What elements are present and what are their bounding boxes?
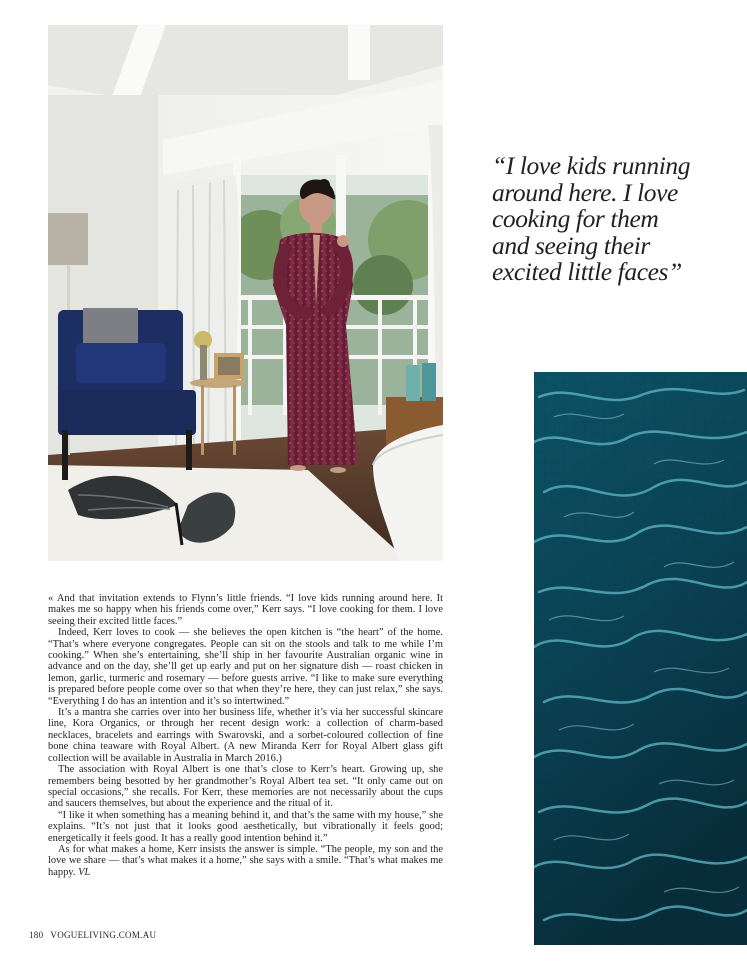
- footer-site: VOGUELIVING.COM.AU: [50, 930, 157, 940]
- article-paragraph: “I like it when something has a meaning behind it, and that’s the same with my house,” she explains. “It’s not just that it looks good aesthetically, but vibrationally it feels good; energetically it feels good. It has a really good intention behind it.”: [48, 809, 443, 844]
- interior-photo: [48, 25, 443, 561]
- article-paragraph: « And that invitation extends to Flynn’s little friends. “I love kids running around here. It makes me so happy when his friends come over,” Kerr says. “I love cooking for them. I love seeing their excited little faces.”: [48, 593, 443, 627]
- page-footer: [29, 930, 163, 940]
- pull-quote: “I love kids running around here. I love cooking for them and seeing their excited little faces”: [492, 151, 691, 286]
- article-paragraph: Indeed, Kerr loves to cook — she believes the open kitchen is “the heart” of the home. “That’s where everyone congregates. People can sit on the stools and talk to me while I’m cooking.” When she’s entertaining, she’ll ship in her favourite Australian organic wine in advance and on the day, she’ll get up early and put on her signature dish — roast chicken in lemon, garlic, turmeric and rosemary — before guests arrive. “I like to make sure everything is prepared before people come over so that when they’re here, they can just relax,” she says. “Everything I do has an intention and it’s so intertwined.”: [48, 627, 443, 707]
- page-number: 180: [29, 930, 44, 940]
- article-paragraph-last: [48, 844, 443, 878]
- article-paragraph: It’s a mantra she carries over into her business life, whether it’s via her successful skincare line, Kora Organics, or through her recent design work: a collection of charm-based necklaces, bracelets and earrings with Swarovski, and a sorbet-coloured collection of fine bone china teaware with Royal Albert. (A new Miranda Kerr for Royal Albert glass gift collection will be available in Australia in March 2016.): [48, 707, 443, 764]
- signature: VL: [78, 866, 91, 878]
- article-paragraph: The association with Royal Albert is one that’s close to Kerr’s heart. Growing up, she remembers being besotted by her grandmother’s Royal Albert tea set. “It only came out on special occasions,” she recalls. For Kerr, these memories are not necessarily about the cups and saucers themselves, but about the experience and the ritual of it.: [48, 764, 443, 810]
- article-paragraph-text: As for what makes a home, Kerr insists the answer is simple. “The people, my son and the love we share — that’s what makes it a home,” she says with a smile. “That’s what makes me happy.: [48, 843, 443, 878]
- article-body: [48, 593, 443, 878]
- pool-water-image: [534, 372, 747, 945]
